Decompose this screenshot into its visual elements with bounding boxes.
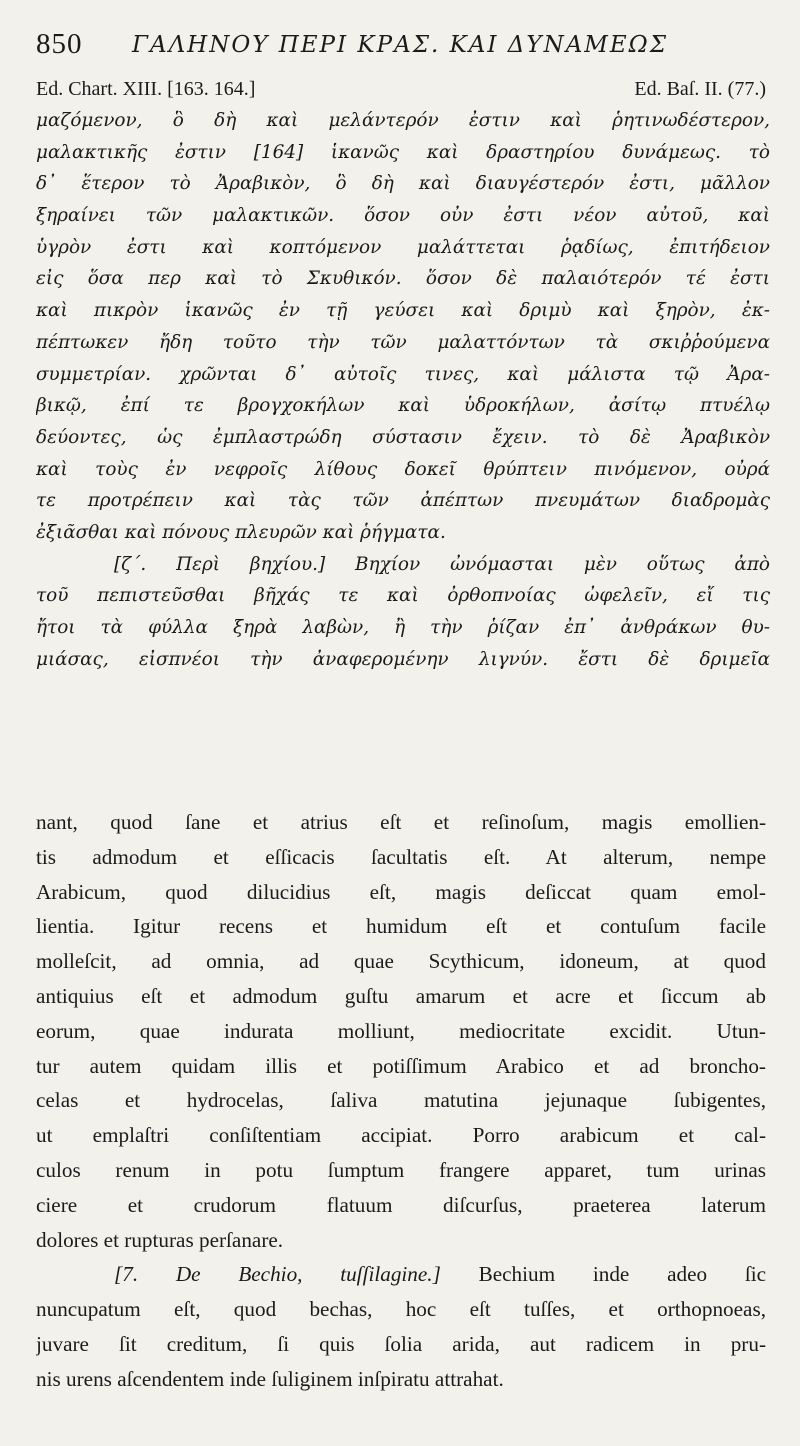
greek-line: ὑγρὸν ἐστι καὶ κοπτόμενον μαλάττεται ῥᾳδίως, ἐπιτήδειον bbox=[36, 236, 770, 258]
latin-section-first-line bbox=[36, 1262, 766, 1297]
latin-line: molleſcit, ad omnia, ad quae Scythicum, idoneum, at quod bbox=[36, 949, 766, 974]
greek-line: πέπτωκεν ἤδη τοῦτο τὴν τῶν μαλαττόντων τὰ σκιῤῥούμενα bbox=[36, 331, 770, 353]
greek-line: δ᾽ ἕτερον τὸ Ἀραβικὸν, ὃ δὴ καὶ διαυγέστερόν ἐστι, μᾶλλον bbox=[36, 173, 770, 195]
greek-line: ἐξιᾶσθαι καὶ πόνους πλευρῶν καὶ ῥήγματα. bbox=[36, 521, 446, 543]
latin-line: antiquius eſt et admodum guſtu amarum et acre et ſiccum ab bbox=[36, 983, 766, 1008]
latin-line: tis admodum et eſſicacis ſacultatis eſt. At alterum, nempe bbox=[36, 844, 766, 869]
greek-line: τε προτρέπειν καὶ τὰς τῶν ἀπέπτων πνευμάτων διαδρομὰς bbox=[36, 490, 770, 512]
latin-line: eorum, quae indurata molliunt, mediocritate excidit. Utun- bbox=[36, 1018, 766, 1043]
latin-text-block bbox=[36, 810, 766, 1402]
latin-line: Arabicum, quod dilucidius eſt, magis deſiccat quam emol- bbox=[36, 879, 766, 904]
greek-line: ξηραίνει τῶν μαλακτικῶν. ὅσον οὖν ἐστι νέον αὐτοῦ, καὶ bbox=[36, 205, 770, 227]
running-head bbox=[36, 28, 776, 68]
greek-line: δεύοντες, ὡς ἐμπλαστρώδη σύστασιν ἔχειν. τὸ δὲ Ἀραβικὸν bbox=[36, 426, 770, 448]
greek-line: μιάσας, εἰσπνέοι τὴν ἀναφερομένην λιγνύν. ἔστι δὲ δριμεῖα bbox=[36, 648, 770, 670]
edition-chartier-reference: Ed. Chart. XIII. [163. 164.] bbox=[36, 78, 256, 100]
latin-line: juvare ſit creditum, ſi quis ſolia arida, aut radicem in pru- bbox=[36, 1331, 766, 1356]
latin-line: nis urens aſcendentem inde ſuliginem inſpiratu attrahat. bbox=[36, 1366, 504, 1391]
edition-reference-line bbox=[36, 78, 766, 104]
greek-line: καὶ τοὺς ἐν νεφροῖς λίθους δοκεῖ θρύπτειν πινόμενον, οὖρά bbox=[36, 458, 770, 480]
latin-line: dolores et rupturas perſanare. bbox=[36, 1227, 284, 1252]
greek-line: βικῷ, ἐπί τε βρογχοκήλων καὶ ὑδροκήλων, ἀσίτῳ πτυέλῳ bbox=[36, 395, 770, 417]
greek-line: καὶ πικρὸν ἱκανῶς ἐν τῇ γεύσει καὶ δριμὺ καὶ ξηρὸν, ἐκ- bbox=[36, 300, 770, 322]
greek-line: μαλακτικῆς ἐστιν [164] ἱκανῶς καὶ δραστηρίου δυνάμεως. τὸ bbox=[36, 141, 770, 163]
greek-line: ἤτοι τὰ φύλλα ξηρὰ λαβὼν, ἢ τὴν ῥίζαν ἐπ᾽ ἀνθράκων θυ- bbox=[36, 617, 770, 638]
greek-line: μαζόμενον, ὃ δὴ καὶ μελάντερόν ἐστιν καὶ ῥητινωδέστερον, bbox=[36, 110, 770, 131]
latin-line: culos renum in potu ſumptum frangere apparet, tum urinas bbox=[36, 1157, 766, 1182]
latin-section-text: Bechium inde adeo ſic bbox=[478, 1262, 766, 1287]
greek-section-heading: [ζ΄. Περὶ βηχίου.] bbox=[114, 553, 326, 575]
latin-line: tur autem quidam illis et potiſſimum Arabico et ad broncho- bbox=[36, 1053, 766, 1078]
greek-line: εἰς ὅσα περ καὶ τὸ Σκυθικόν. ὅσον δὲ παλαιότερόν τέ ἐστι bbox=[36, 268, 770, 290]
greek-text-block bbox=[36, 110, 770, 680]
latin-line: nuncupatum eſt, quod bechas, hoc eſt tuſſes, et orthopnoeas, bbox=[36, 1297, 766, 1322]
greek-line: τοῦ πεπιστεῦσθαι βῆχάς τε καὶ ὀρθοπνοίας ὠφελεῖν, εἴ τις bbox=[36, 585, 770, 607]
greek-line: συμμετρίαν. χρῶνται δ᾽ αὐτοῖς τινες, καὶ μάλιστα τῷ Ἀρα- bbox=[36, 363, 770, 385]
latin-line: celas et hydrocelas, ſaliva matutina jejunaque ſubigentes, bbox=[36, 1088, 766, 1113]
latin-line: lientia. Igitur recens et humidum eſt et contuſum facile bbox=[36, 914, 766, 939]
greek-section-text: Βηχίον ὠνόμασται μὲν οὕτως ἀπὸ bbox=[355, 553, 770, 575]
latin-line: ut emplaſtri conſiſtentiam accipiat. Porro arabicum et cal- bbox=[36, 1123, 766, 1148]
page-number: 850 bbox=[36, 28, 83, 60]
edition-basel-reference: Ed. Baſ. II. (77.) bbox=[634, 78, 766, 100]
running-title: ΓΑΛΗΝΟΥ ΠΕΡΙ ΚΡΑΣ. ΚΑΙ ΔΥΝΑΜΕΩΣ bbox=[132, 32, 668, 58]
latin-line: ciere et crudorum flatuum diſcurſus, praeterea laterum bbox=[36, 1192, 766, 1217]
latin-section-heading: [7. De Bechio, tuſſilagine.] bbox=[114, 1262, 441, 1287]
latin-line: nant, quod ſane et atrius eſt et reſinoſum, magis emollien- bbox=[36, 810, 766, 834]
greek-section-first-line bbox=[36, 554, 770, 586]
